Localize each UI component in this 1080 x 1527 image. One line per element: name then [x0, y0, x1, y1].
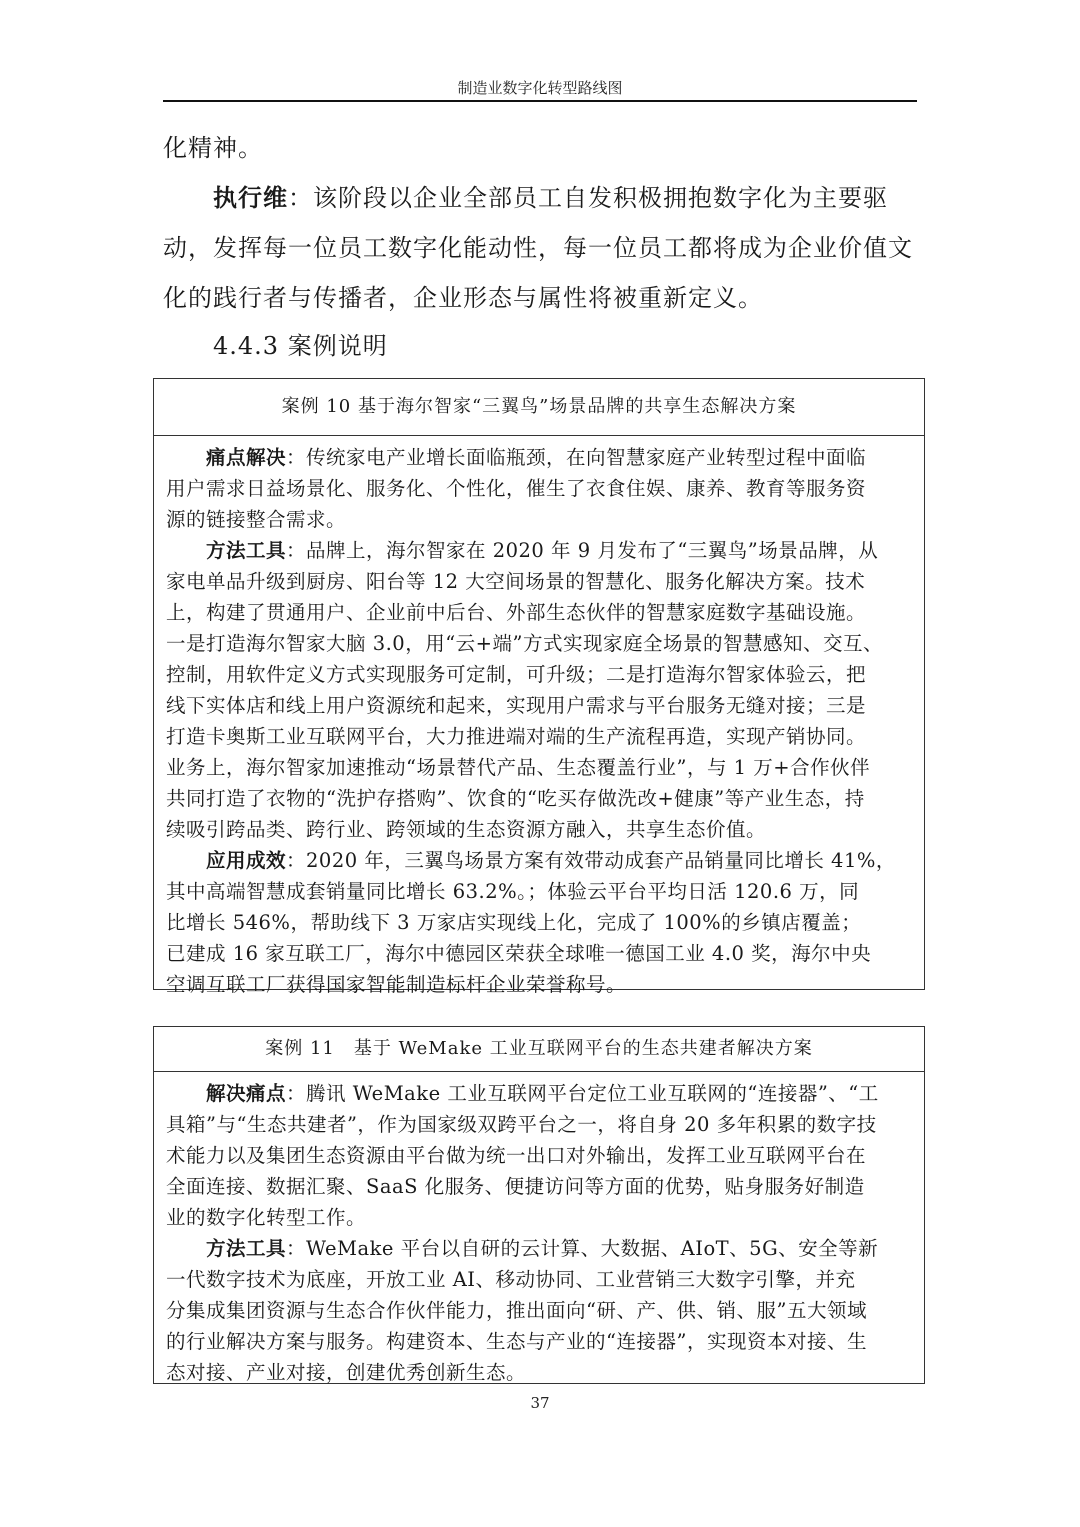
- section-heading: 4.4.3 案例说明: [213, 332, 388, 360]
- case-11-title: 案例 11 基于 WeMake 工业互联网平台的生态共建者解决方案: [154, 1027, 924, 1072]
- case-line: 一代数字技术为底座，开放工业 AI、移动协同、工业营销三大数字引擎，并充: [166, 1268, 856, 1291]
- pain-label: 解决痛点: [206, 1082, 287, 1105]
- running-header: 制造业数字化转型路线图: [457, 79, 623, 97]
- paragraph-line: 动，发挥每一位员工数字化能动性，每一位员工都将成为企业价值文: [163, 234, 913, 262]
- case-line: 续吸引跨品类、跨行业、跨领域的生态资源方融入，共享生态价值。: [166, 818, 767, 841]
- case-line: 分集成集团资源与生态合作伙伴能力，推出面向“研、产、供、销、服”五大领域: [166, 1299, 867, 1322]
- pain-label: 痛点解决: [206, 446, 287, 469]
- case-line: 态对接、产业对接，创建优秀创新生态。: [166, 1361, 527, 1384]
- case-line: 方法工具：品牌上，海尔智家在 2020 年 9 月发布了“三翼鸟”场景品牌，从: [206, 539, 879, 562]
- execution-label: 执行维: [213, 184, 288, 212]
- case-line: 比增长 546%，帮助线下 3 万家店实现线上化，完成了 100%的乡镇店覆盖；: [166, 911, 862, 934]
- case-line: 全面连接、数据汇聚、SaaS 化服务、便捷访问等方面的优势，贴身服务好制造: [166, 1175, 865, 1198]
- case-11-box: [153, 1026, 925, 1384]
- case-line: 源的链接整合需求。: [166, 508, 347, 531]
- case-line: 空调互联工厂获得国家智能制造标杆企业荣誉称号。: [166, 973, 627, 996]
- method-label: 方法工具: [206, 1237, 287, 1260]
- case-line: 解决痛点：腾讯 WeMake 工业互联网平台定位工业互联网的“连接器”、“工: [206, 1082, 879, 1105]
- case-line: 打造卡奥斯工业互联网平台，大力推进端对端的生产流程再造，实现产销协同。: [166, 725, 867, 748]
- paragraph-line: 化精神。: [163, 134, 263, 162]
- case-line: 痛点解决：传统家电产业增长面临瓶颈，在向智慧家庭产业转型过程中面临: [206, 446, 867, 469]
- case-line: 已建成 16 家互联工厂，海尔中德园区荣获全球唯一德国工业 4.0 奖，海尔中央: [166, 942, 872, 965]
- case-line: 线下实体店和线上用户资源统和起来，实现用户需求与平台服务无缝对接；三是: [166, 694, 867, 717]
- case-line: 控制，用软件定义方式实现服务可定制，可升级；二是打造海尔智家体验云，把: [166, 663, 867, 686]
- header-rule: [163, 100, 917, 102]
- case-line: 的行业解决方案与服务。构建资本、生态与产业的“连接器”，实现资本对接、生: [166, 1330, 867, 1353]
- case-line: 其中高端智慧成套销量同比增长 63.2%。；体验云平台平均日活 120.6 万，同: [166, 880, 860, 903]
- case-line: 家电单品升级到厨房、阳台等 12 大空间场景的智慧化、服务化解决方案。技术: [166, 570, 866, 593]
- paragraph-text: ：该阶段以企业全部员工自发积极拥抱数字化为主要驱: [288, 184, 888, 212]
- paragraph-line: 化的践行者与传播者，企业形态与属性将被重新定义。: [163, 284, 763, 312]
- case-line: 共同打造了衣物的“洗护存搭购”、饮食的“吃买存做洗改+健康”等产业生态，持: [166, 787, 865, 810]
- page-number: 37: [530, 1394, 550, 1412]
- case-line: 用户需求日益场景化、服务化、个性化，催生了衣食住娱、康养、教育等服务资: [166, 477, 867, 500]
- case-line: 应用成效：2020 年，三翼鸟场景方案有效带动成套产品销量同比增长 41%，: [206, 849, 896, 872]
- case-line: 方法工具：WeMake 平台以自研的云计算、大数据、AIoT、5G、安全等新: [206, 1237, 879, 1260]
- case-10-title: 案例 10 基于海尔智家“三翼鸟”场景品牌的共享生态解决方案: [154, 379, 924, 436]
- method-label: 方法工具: [206, 539, 287, 562]
- execution-paragraph-line: [163, 180, 917, 216]
- case-line: 业的数字化转型工作。: [166, 1206, 367, 1229]
- case-line: 业务上，海尔智家加速推动“场景替代产品、生态覆盖行业”，与 1 万+合作伙伴: [166, 756, 871, 779]
- case-line: 术能力以及集团生态资源由平台做为统一出口对外输出，发挥工业互联网平台在: [166, 1144, 867, 1167]
- result-label: 应用成效: [206, 849, 287, 872]
- case-line: 具箱”与“生态共建者”，作为国家级双跨平台之一，将自身 20 多年积累的数字技: [166, 1113, 877, 1136]
- case-line: 一是打造海尔智家大脑 3.0，用“云+端”方式实现家庭全场景的智慧感知、交互、: [166, 632, 883, 655]
- case-line: 上，构建了贯通用户、企业前中后台、外部生态伙伴的智慧家庭数字基础设施。: [166, 601, 867, 624]
- case-10-box: [153, 378, 925, 996]
